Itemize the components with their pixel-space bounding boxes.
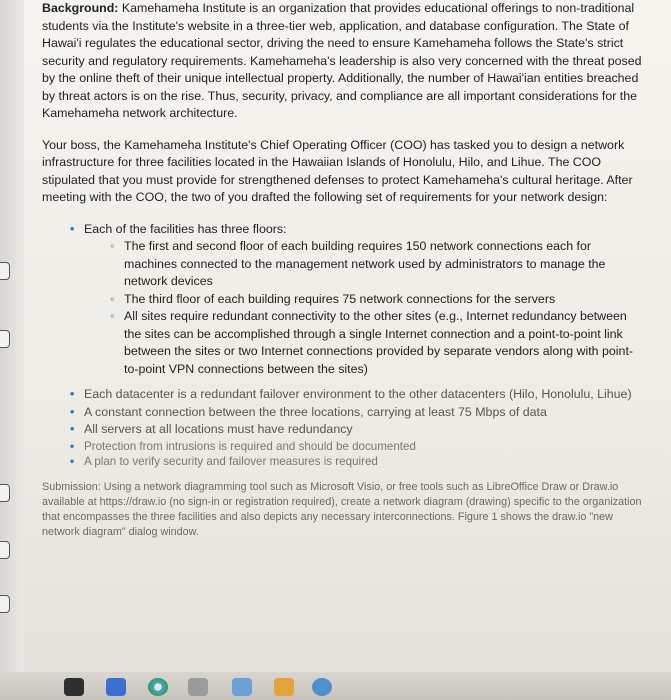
browser-icon[interactable]: [312, 678, 332, 696]
list-item: ◦ The first and second floor of each building requires 150 network connections each for machines connected to the management network used by administrators to manage the network devices: [124, 238, 642, 291]
side-tab-icon[interactable]: [0, 595, 10, 613]
list-item: • All servers at all locations must have redundancy: [84, 421, 642, 439]
list-item: ◦ The third floor of each building requires 75 network connections for the servers: [124, 291, 642, 309]
app-icon[interactable]: [232, 678, 252, 696]
requirements-list: [42, 221, 642, 470]
chrome-icon[interactable]: [148, 678, 168, 696]
side-tab-icon[interactable]: [0, 484, 10, 502]
document-body: [42, 0, 642, 550]
boss-paragraph: Your boss, the Kamehameha Institute's Chief Operating Officer (COO) has tasked you to design a network infrastructure for three facilities located in the Hawaiian Islands of Honolulu, Hilo, and Lihue. The COO stipulated that you must provide for strengthened defenses to protect Kamehameha's cultural heritage. After meeting with the COO, the two of you drafted the following set of requirements for your network design:: [42, 137, 633, 204]
side-tab-icon[interactable]: [0, 262, 10, 280]
list-item: • A constant connection between the three locations, carrying at least 75 Mbps of data: [84, 404, 642, 422]
list-item: ◦ All sites require redundant connectivity to the other sites (e.g., Internet redundancy between the sites can be accomplished through a single Internet connection and a point-to-point link between the sites or two Internet connections provided by separate vendors along with point-to-point VPN connections between the sites): [124, 308, 642, 378]
list-item: [84, 221, 642, 379]
side-tab-icon[interactable]: [0, 541, 10, 559]
background-label: Background:: [42, 1, 119, 15]
file-icon[interactable]: [64, 678, 84, 696]
mail-icon[interactable]: [106, 678, 126, 696]
list-item: • A plan to verify security and failover measures is required: [84, 454, 642, 470]
background-paragraph: [42, 0, 642, 123]
submission-paragraph: Submission: Using a network diagramming tool such as Microsoft Visio, or free tools such as LibreOffice Draw or Draw.io available at https://draw.io (no sign-in or registration required), create a network diagram (drawing) specific to the organization that encompasses the three facilities and also depicts any necessary interconnections. Figure 1 shows the draw.io "new network diagram" dialog window.: [42, 480, 642, 538]
side-tab-icon[interactable]: [0, 330, 10, 348]
floors-requirement: Each of the facilities has three floors:: [84, 221, 287, 236]
left-window-edge: [0, 0, 24, 700]
taskbar: [0, 672, 671, 700]
floors-sublist: [84, 238, 642, 378]
settings-icon[interactable]: [188, 678, 208, 696]
background-text: Kamehameha Institute is an organization that provides educational offerings to non-traditional students via the Institute's website in a three-tier web, application, and database configuration. The State of Hawai'i regulates the educational sector, driving the need to ensure Kamehameha follows the State's strict security and regulatory requirements. Kamehameha's leadership is also very concerned with the threat posed by the online theft of their unique intellectual property. Additionally, the number of Hawai'ian entities breached by threat actors is on the rise. Thus, security, privacy, and compliance are all important considerations for the Kamehameha network architecture.: [42, 1, 642, 120]
list-item: • Protection from intrusions is required and should be documented: [84, 439, 642, 455]
list-item: • Each datacenter is a redundant failover environment to the other datacenters (Hilo, Honolulu, Lihue): [84, 386, 642, 404]
folder-icon[interactable]: [274, 678, 294, 696]
